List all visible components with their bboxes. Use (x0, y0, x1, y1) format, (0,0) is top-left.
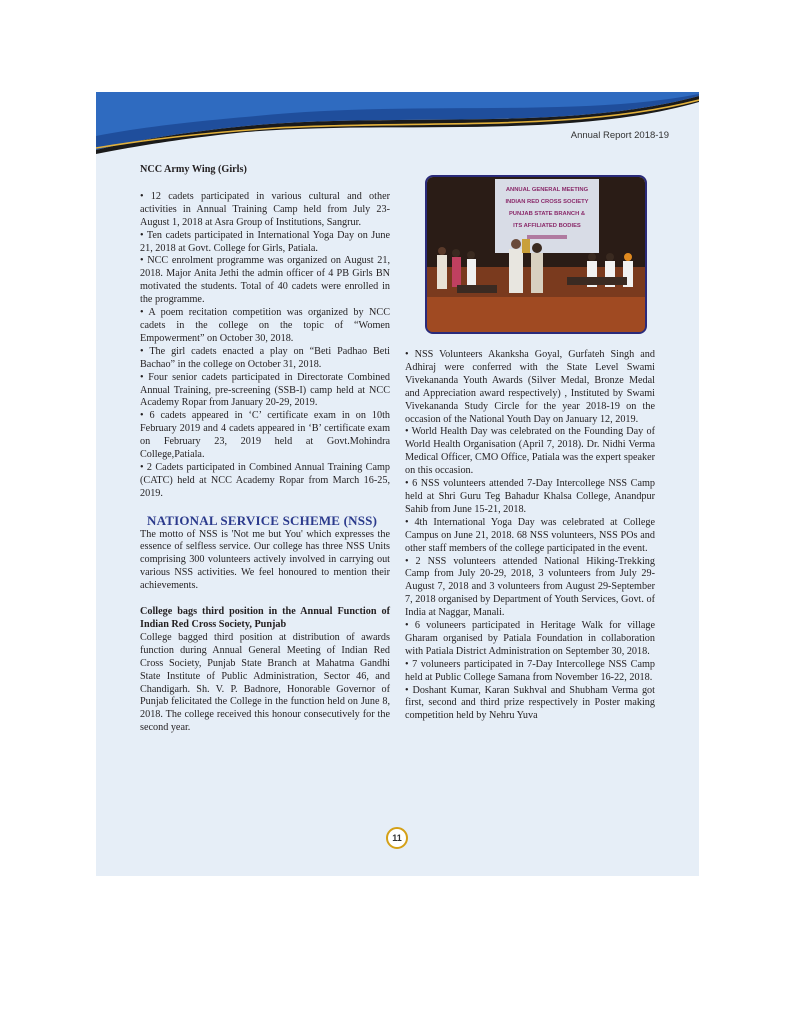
left-column (140, 164, 390, 735)
stage-banner (495, 179, 599, 253)
nss-intro: The motto of NSS is 'Not me but You' which expresses the essence of selfless service. Our college has three NSS Units comprising 300 volunteers actively involved in carrying out various NSS activities. We feel honoured to mention their achievements. (140, 528, 390, 592)
redcross-heading: College bags third position in the Annual Function of Indian Red Cross Society, Punjab (140, 606, 390, 630)
redcross-text: College bagged third position at distribution of awards function during Annual General Meeting of Indian Red Cross Society, Punjab State Branch at Mahatma Gandhi State Institute of Public Administration, Sector 46, and Chandigarh. Sh. V. P. Badnore, Honorable Governor of Punjab felicitated the College in the function held on June 8, 2018. The college received this honour consecutively for the second year. (140, 631, 390, 734)
ncc-item: • NCC enrolment programme was organized on August 21, 2018. Major Anita Jethi the admin officer of 4 PB Girls BN motivated the students. Total of 40 cadets were enrolled in the programme. (140, 255, 390, 306)
nss-item: • Doshant Kumar, Karan Sukhval and Shubham Verma got first, second and third prize respectively in Poster making competition held by Nehru Yuva (405, 684, 655, 722)
nss-item: • 2 NSS volunteers attended National Hiking-Trekking Camp from July 20-29, 2018, 3 volunteers from July 29-August 7, 2018 and 3 volunteers from August 29-September 7, 2018 organised by Department of Youth Services, Govt. of India at Naggar, Manali. (405, 555, 655, 619)
nss-item: • 4th International Yoga Day was celebrated at College Campus on June 21, 2018. 68 NSS volunteers, NSS POs and other staff members of the college participated in the event. (405, 516, 655, 554)
ncc-item: • 2 Cadets participated in Combined Annual Training Camp (CATC) held at NCC Academy Ropar from March 16-25, 2019. (140, 461, 390, 499)
nss-heading: NATIONAL SERVICE SCHEME (NSS) (147, 512, 378, 528)
banner-line: ANNUAL GENERAL MEETING (505, 187, 589, 193)
banner-line: INDIAN RED CROSS SOCIETY (505, 199, 589, 205)
ncc-heading: NCC Army Wing (Girls) (140, 164, 247, 175)
ncc-item: • Four senior cadets participated in Directorate Combined Annual Training, pre-screening (SSB-I) camp held at NCC Academy Ropar from January 20-29, 2019. (140, 371, 390, 409)
banner-line: ITS AFFILIATED BODIES (513, 223, 581, 229)
ncc-item: • The girl cadets enacted a play on “Beti Padhao Beti Bachao” in the college on October 31, 2018. (140, 345, 390, 370)
ncc-item: • A poem recitation competition was organized by NCC cadets in the college on the topic of “Women Empowerment” on October 30, 2018. (140, 307, 390, 344)
report-page (96, 92, 699, 876)
nss-item: • World Health Day was celebrated on the Founding Day of World Health Organisation (April 7, 2018). Dr. Nidhi Verma Medical Officer, CMO Office, Patiala was the expert speaker on this occasion. (405, 426, 655, 477)
right-column (405, 349, 655, 723)
header-wave-banner (96, 92, 699, 154)
nss-item: • 6 NSS volunteers attended 7-Day Intercollege NSS Camp held at Shri Guru Teg Bahadur Khalsa College, Anandpur Sahib from June 15-21, 2018. (405, 478, 655, 515)
nss-item: • 6 voluneers participated in Heritage Walk for village Gharam organised by Patiala Foundation in collaboration with Patiala District Administration on September 30, 2018. (405, 620, 655, 657)
banner-line: PUNJAB STATE BRANCH & (508, 211, 586, 217)
event-photo-illustration (427, 177, 645, 332)
page-number: 11 (386, 827, 408, 849)
nss-item: • NSS Volunteers Akanksha Goyal, Gurfateh Singh and Adhiraj were conferred with the State Level Swami Vivekananda Youth Awards (Silver Medal, Bronze Medal and Appreciation award respectively) , Instituted by Swami Vivekananda Study Circle for the year 2018-19 on the occasion of the National Youth Day on January 12, 2019. (405, 349, 655, 425)
nss-item: • 7 voluneers participated in 7-Day Intercollege NSS Camp held at Public College Samana from November 16-22, 2018. (405, 658, 655, 683)
ncc-item: • 12 cadets participated in various cultural and other activities in Annual Training Camp held from July 23- August 1, 2018 at Asra Group of Institutions, Sangrur. (140, 190, 390, 228)
ncc-item: • Ten cadets participated in International Yoga Day on June 21, 2018 at Govt. College for Girls, Patiala. (140, 229, 390, 254)
annual-report-label: Annual Report 2018-19 (570, 130, 669, 141)
ncc-item: • 6 cadets appeared in ‘C’ certificate exam in on 10th February 2019 and 4 cadets appeared in ‘B’ certificate exam on February 23, 2019 held at Govt.Mohindra College,Patiala. (140, 410, 390, 461)
event-photo (425, 175, 647, 334)
